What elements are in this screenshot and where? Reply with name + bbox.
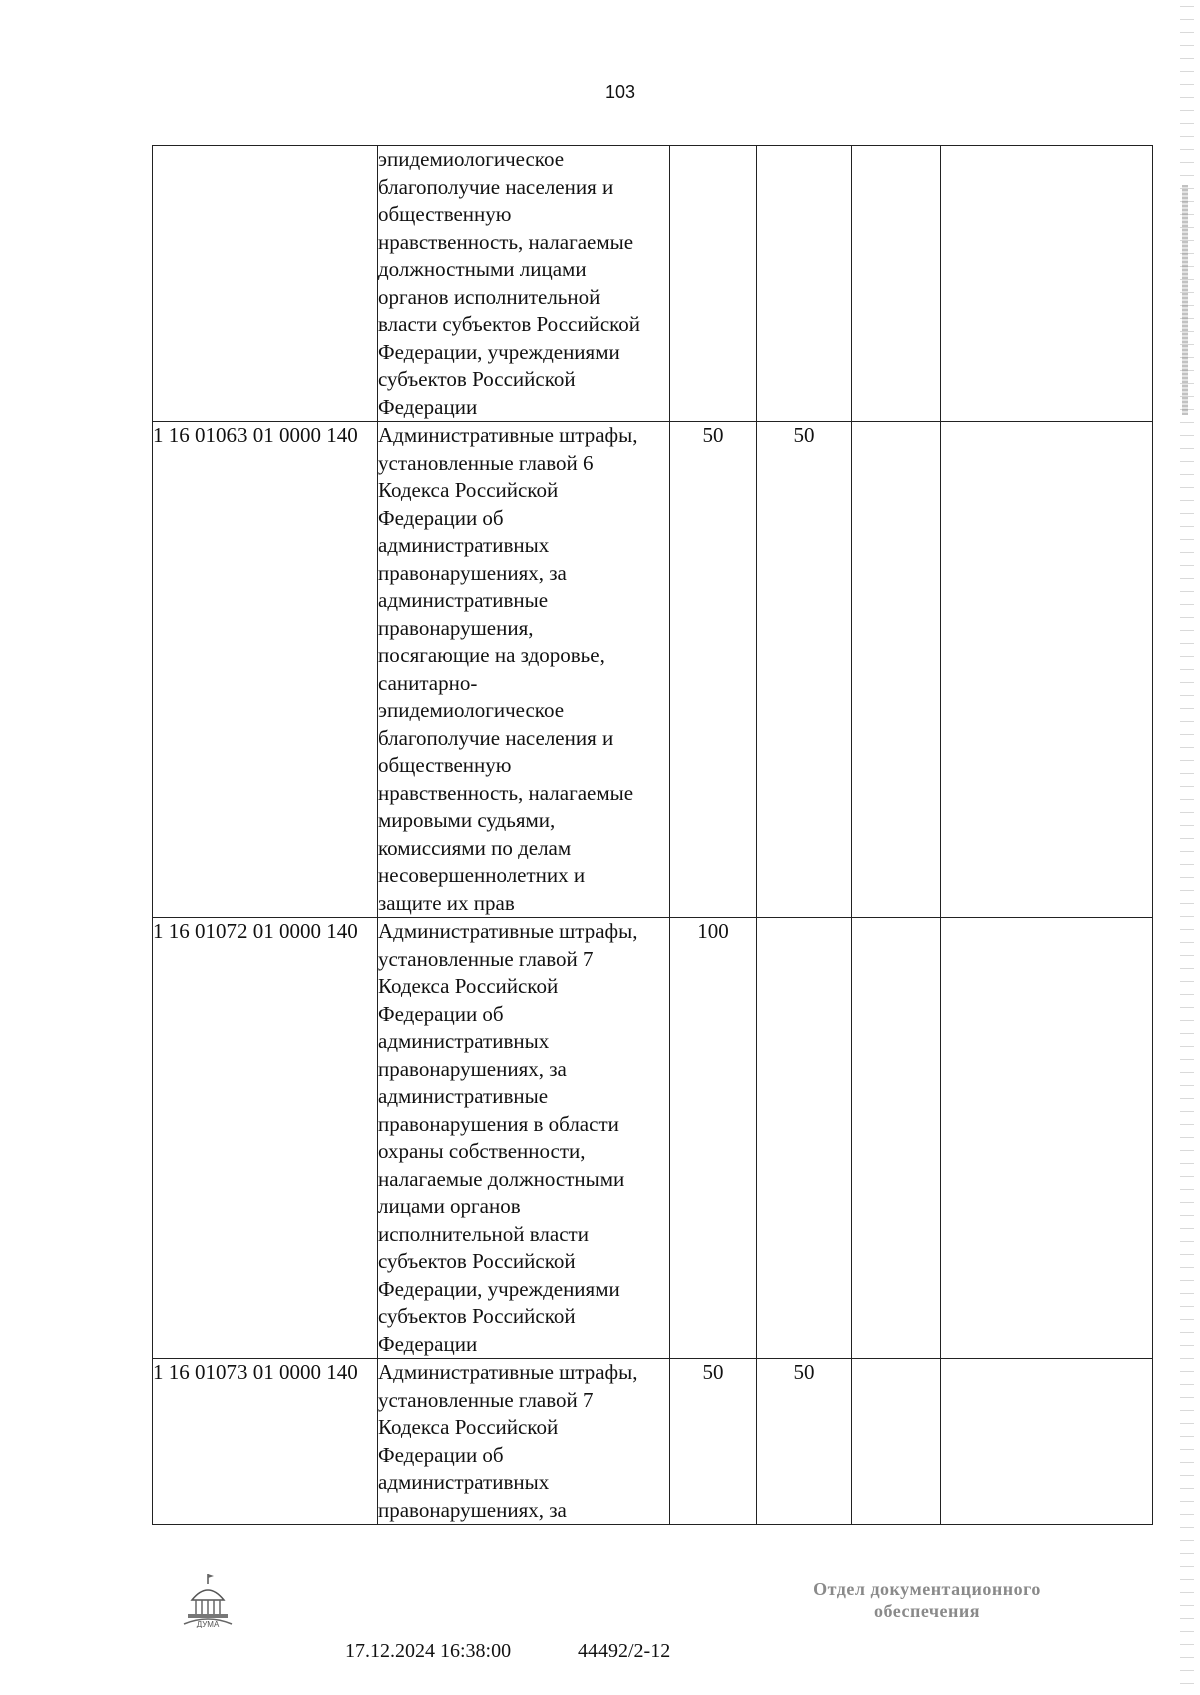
description-line: Федерации, учреждениями xyxy=(378,1276,620,1301)
description-line: правонарушения, xyxy=(378,615,534,640)
description-line: общественную xyxy=(378,202,512,226)
description-line: Административные штрафы, xyxy=(378,919,638,943)
description-line: Федерации об xyxy=(378,1001,504,1026)
description-line: мировыми судьями, xyxy=(378,808,556,832)
description-line: посягающие на здоровье, xyxy=(378,643,605,667)
description-line: защите их прав xyxy=(378,890,515,915)
description-line: нравственность, налагаемые xyxy=(378,229,634,254)
table-row xyxy=(153,146,1153,422)
table-row xyxy=(153,422,1153,918)
description-line: лицами органов xyxy=(378,1194,521,1218)
amount-cell xyxy=(670,146,757,422)
registration-number: 44492/2-12 xyxy=(578,1640,671,1662)
amount-cell: 100 xyxy=(670,918,757,1359)
description-line: административные xyxy=(378,1084,549,1108)
description-line: административных xyxy=(378,1029,550,1053)
table-row xyxy=(153,1359,1153,1525)
amount-cell: 50 xyxy=(670,422,757,918)
description-line: правонарушениях, за xyxy=(378,1056,567,1081)
description-line: Федерации, учреждениями xyxy=(378,339,620,364)
description-line: органов исполнительной xyxy=(378,284,601,309)
stamp-line: обеспечения xyxy=(874,1601,980,1621)
description-line: административные xyxy=(378,588,549,612)
budget-code-cell: 1 16 01072 01 0000 140 xyxy=(153,918,378,1359)
description-line: правонарушения в области xyxy=(378,1111,619,1136)
description-line: благополучие населения и xyxy=(378,725,614,750)
description-line: установленные главой 6 xyxy=(378,450,594,475)
description-line: Федерации об xyxy=(378,1442,504,1467)
amount-cell xyxy=(852,918,941,1359)
budget-code-cell: 1 16 01073 01 0000 140 xyxy=(153,1359,378,1525)
department-stamp xyxy=(792,1578,1062,1622)
budget-code-cell xyxy=(153,146,378,422)
description-line: субъектов Российской xyxy=(378,1304,576,1328)
description-line: власти субъектов Российской xyxy=(378,312,641,336)
description-line: субъектов Российской xyxy=(378,1249,576,1273)
description-line: благополучие населения и xyxy=(378,174,614,199)
logo-text: ДУМА xyxy=(196,1620,220,1628)
amount-cell: 50 xyxy=(670,1359,757,1525)
amount-cell xyxy=(941,918,1153,1359)
document-datetime: 17.12.2024 16:38:00 xyxy=(345,1640,512,1662)
description-line: нравственность, налагаемые xyxy=(378,780,634,805)
table-body xyxy=(153,146,1153,1525)
description-cell xyxy=(378,422,670,918)
amount-cell xyxy=(852,422,941,918)
description-line: субъектов Российской xyxy=(378,367,576,391)
description-line: эпидемиологическое xyxy=(378,147,565,171)
description-line: Федерации об xyxy=(378,505,504,530)
description-line: налагаемые должностными xyxy=(378,1166,625,1191)
description-line: установленные главой 7 xyxy=(378,946,594,971)
description-line: административных xyxy=(378,1470,550,1494)
stamp-line: Отдел документационного xyxy=(813,1579,1041,1599)
description-line: административных xyxy=(378,533,550,557)
description-line: Кодекса Российской xyxy=(378,1415,559,1439)
amount-cell: 50 xyxy=(757,422,852,918)
revenue-table xyxy=(152,145,1153,1525)
description-line: Административные штрафы, xyxy=(378,423,638,447)
amount-cell: 50 xyxy=(757,1359,852,1525)
amount-cell xyxy=(941,146,1153,422)
description-line: охраны собственности, xyxy=(378,1139,586,1163)
description-line: Федерации xyxy=(378,1331,478,1356)
description-line: исполнительной власти xyxy=(378,1221,589,1246)
description-line: Федерации xyxy=(378,394,478,419)
description-line: санитарно- xyxy=(378,670,478,695)
description-line: комиссиями по делам xyxy=(378,835,572,860)
description-cell xyxy=(378,146,670,422)
description-line: несовершеннолетних и xyxy=(378,863,586,887)
scan-edge-artifact xyxy=(1182,185,1188,415)
description-line: должностными лицами xyxy=(378,257,587,281)
description-line: установленные главой 7 xyxy=(378,1387,594,1412)
description-line: Кодекса Российской xyxy=(378,974,559,998)
description-line: правонарушениях, за xyxy=(378,1497,567,1522)
amount-cell xyxy=(757,918,852,1359)
description-cell xyxy=(378,1359,670,1525)
description-line: эпидемиологическое xyxy=(378,698,565,722)
description-cell xyxy=(378,918,670,1359)
table-row xyxy=(153,918,1153,1359)
amount-cell xyxy=(941,1359,1153,1525)
description-line: Кодекса Российской xyxy=(378,478,559,502)
description-line: общественную xyxy=(378,753,512,777)
amount-cell xyxy=(941,422,1153,918)
amount-cell xyxy=(852,146,941,422)
page-number: 103 xyxy=(604,82,636,102)
duma-logo-icon xyxy=(178,1570,238,1628)
amount-cell xyxy=(757,146,852,422)
budget-code-cell: 1 16 01063 01 0000 140 xyxy=(153,422,378,918)
description-line: правонарушениях, за xyxy=(378,560,567,585)
description-line: Административные штрафы, xyxy=(378,1360,638,1384)
amount-cell xyxy=(852,1359,941,1525)
